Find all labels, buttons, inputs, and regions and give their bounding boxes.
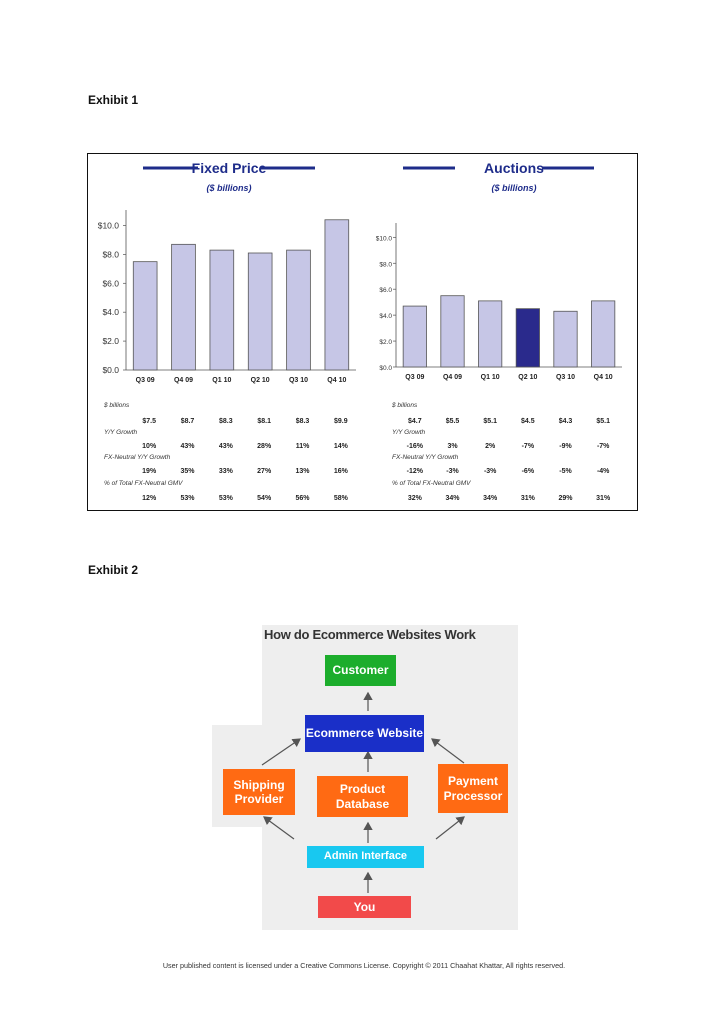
fixed-price-table-cell: 53% (218, 495, 233, 502)
ecommerce-website-node: Ecommerce Website (305, 715, 424, 752)
auctions-chart-subtitle: ($ billions) (491, 183, 537, 193)
fixed-price-table-cell: 27% (257, 468, 272, 475)
auctions-table-cell: 3% (447, 443, 458, 450)
auctions-table-cell: $4.7 (408, 418, 422, 425)
auctions-table-cell: $5.5 (445, 418, 460, 425)
fixed-price-table-cell: 12% (142, 495, 157, 502)
auctions-x-tick-label: Q3 09 (405, 374, 425, 381)
fixed-price-table-cell: 14% (333, 443, 348, 450)
auctions-table-cell: -6% (521, 468, 535, 475)
fixed-price-table-row-label: FX-Neutral Y/Y Growth (104, 454, 171, 461)
auctions-bar (516, 309, 539, 367)
fixed-price-table-header: $ billions (104, 402, 130, 409)
auctions-table-cell: -3% (483, 468, 497, 475)
auctions-table-cell: -3% (446, 468, 459, 475)
shipping-provider-node: Shipping Provider (223, 769, 295, 815)
fixed-price-bar (210, 250, 234, 370)
fixed-price-y-tick-label: $6.0 (102, 278, 119, 289)
fixed-price-x-tick-label: Q4 10 (327, 377, 347, 384)
fixed-price-bar (172, 244, 196, 370)
auctions-table-cell: -5% (559, 468, 572, 475)
fixed-price-table-cell: 58% (333, 495, 348, 502)
auctions-table-cell: -7% (521, 443, 535, 450)
fixed-price-x-tick-label: Q3 10 (288, 377, 309, 384)
fixed-price-table-row-label: Y/Y Growth (104, 429, 138, 436)
auctions-table-cell: $5.1 (483, 418, 497, 425)
diagram-title: How do Ecommerce Websites Work (264, 627, 476, 642)
exhibit-1-chart-panel (87, 153, 638, 511)
auctions-y-tick-label: $4.0 (379, 313, 392, 321)
fixed-price-chart-subtitle: ($ billions) (206, 183, 252, 193)
admin-interface-node: Admin Interface (307, 846, 424, 868)
auctions-y-tick-label: $2.0 (379, 339, 392, 347)
auctions-x-tick-label: Q4 09 (442, 374, 463, 381)
auctions-table-row-label: Y/Y Growth (392, 429, 426, 436)
auctions-table-cell: -16% (406, 443, 424, 450)
auctions-y-tick-label: $8.0 (379, 261, 392, 269)
fixed-price-table-row-label: % of Total FX-Neutral GMV (104, 480, 183, 487)
fixed-price-table-cell: $7.5 (142, 418, 156, 425)
auctions-table-cell: 31% (520, 495, 535, 502)
auctions-bar (478, 301, 501, 367)
auctions-y-tick-label: $6.0 (379, 287, 392, 295)
fixed-price-y-tick-label: $4.0 (102, 307, 119, 318)
auctions-table-cell: 34% (483, 495, 498, 502)
auctions-table-cell: $4.5 (521, 418, 535, 425)
fixed-price-table-cell: 11% (295, 443, 310, 450)
auctions-table-cell: 2% (485, 443, 496, 450)
fixed-price-bar (287, 250, 311, 370)
fixed-price-x-tick-label: Q1 10 (212, 377, 232, 384)
auctions-y-tick-label: $0.0 (379, 365, 392, 372)
arrow-payment-to-website (432, 739, 464, 763)
fixed-price-table-cell: 10% (142, 443, 157, 450)
auctions-bar (591, 301, 614, 367)
fixed-price-y-tick-label: $2.0 (102, 336, 119, 347)
fixed-price-table-cell: 54% (257, 495, 272, 502)
auctions-y-tick-label: $10.0 (375, 235, 392, 243)
fixed-price-y-tick-label: $10.0 (97, 220, 119, 231)
auctions-table-cell: 34% (445, 495, 460, 502)
fixed-price-table-cell: 19% (142, 468, 157, 475)
fixed-price-table-cell: $8.3 (219, 418, 233, 425)
fixed-price-bar (133, 262, 157, 370)
auctions-x-tick-label: Q3 10 (555, 374, 576, 381)
fixed-price-table-cell: $8.3 (295, 418, 310, 425)
fixed-price-table-cell: 13% (295, 468, 310, 475)
auctions-table-row-label: FX-Neutral Y/Y Growth (392, 454, 459, 461)
fixed-price-table-cell: $9.9 (334, 418, 348, 425)
arrow-shipping-to-website (262, 739, 300, 765)
fixed-price-table-cell: 33% (218, 468, 233, 475)
arrow-admin-to-shipping (264, 817, 294, 839)
auctions-table-cell: -12% (406, 468, 424, 475)
auctions-x-tick-label: Q1 10 (480, 374, 500, 381)
fixed-price-table-cell: 28% (257, 443, 272, 450)
ecommerce-diagram (212, 625, 518, 930)
you-node: You (318, 896, 411, 918)
exhibit-1-label: Exhibit 1 (88, 93, 139, 107)
license-footer: User published content is licensed under a Creative Commons License. Copyright © 2011 Chaahat Khattar, All rights reserved. (162, 961, 566, 970)
fixed-price-x-tick-label: Q3 09 (135, 377, 155, 384)
fixed-price-table-cell: $8.1 (257, 418, 271, 425)
auctions-table-cell: 31% (596, 495, 611, 502)
fixed-price-bar (248, 253, 272, 370)
fixed-price-table-cell: 53% (180, 495, 195, 502)
exhibit-1-charts (88, 154, 638, 511)
auctions-x-tick-label: Q4 10 (593, 374, 613, 381)
auctions-table-cell: -4% (596, 468, 610, 475)
fixed-price-table-cell: 43% (180, 443, 195, 450)
auctions-table-header: $ billions (392, 402, 418, 409)
auctions-table-cell: $5.1 (596, 418, 610, 425)
fixed-price-bar (325, 220, 349, 370)
auctions-bar (403, 306, 426, 367)
auctions-table-cell: 32% (407, 495, 422, 502)
payment-processor-node: Payment Processor (438, 764, 508, 813)
fixed-price-y-tick-label: $0.0 (102, 365, 119, 375)
arrow-admin-to-payment (436, 817, 464, 839)
fixed-price-x-tick-label: Q4 09 (173, 377, 194, 384)
auctions-chart-title: Auctions (484, 160, 544, 176)
customer-node: Customer (325, 655, 396, 686)
fixed-price-table-cell: $8.7 (180, 418, 195, 425)
auctions-x-tick-label: Q2 10 (518, 374, 538, 381)
fixed-price-y-tick-label: $8.0 (102, 249, 119, 260)
auctions-table-cell: -9% (559, 443, 572, 450)
fixed-price-table-cell: 43% (218, 443, 233, 450)
auctions-table-row-label: % of Total FX-Neutral GMV (392, 480, 471, 487)
product-database-node: Product Database (317, 776, 408, 817)
exhibit-2-label: Exhibit 2 (88, 563, 139, 577)
auctions-table-cell: -7% (596, 443, 610, 450)
auctions-bar (441, 296, 464, 367)
fixed-price-table-cell: 56% (295, 495, 310, 502)
fixed-price-chart-title: Fixed Price (191, 160, 267, 176)
auctions-table-cell: $4.3 (558, 418, 573, 425)
fixed-price-x-tick-label: Q2 10 (250, 377, 270, 384)
fixed-price-table-cell: 16% (333, 468, 348, 475)
fixed-price-table-cell: 35% (180, 468, 195, 475)
auctions-bar (554, 311, 577, 367)
auctions-table-cell: 29% (558, 495, 573, 502)
